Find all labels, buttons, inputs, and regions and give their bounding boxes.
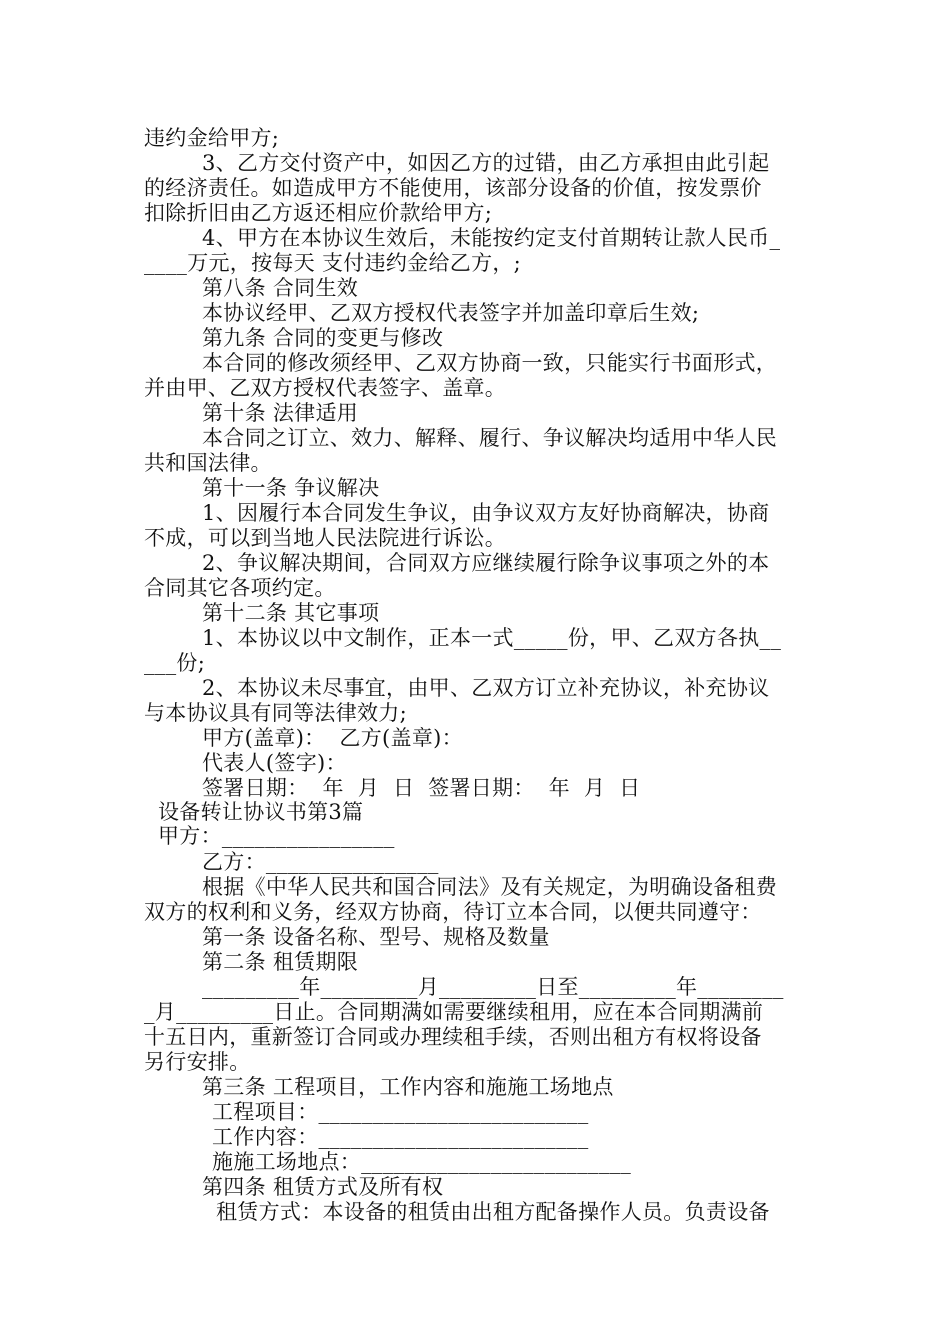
text-line: 不成，可以到当地人民法院进行诉讼。 xyxy=(144,526,507,550)
section-heading: 第四条 租赁方式及所有权 xyxy=(202,1175,444,1199)
text-line: 本合同之订立、效力、解释、履行、争议解决均适用中华人民 xyxy=(202,426,778,450)
section-heading: 第三条 工程项目，工作内容和施施工场地点 xyxy=(202,1075,614,1099)
form-field-line: 工程项目：_________________________ xyxy=(212,1100,589,1124)
section-heading: 第二条 租赁期限 xyxy=(202,950,359,974)
section-heading: 第一条 设备名称、型号、规格及数量 xyxy=(202,925,550,949)
section-heading: 第九条 合同的变更与修改 xyxy=(202,326,444,350)
signature-date-line: 签署日期： 年 月 日 签署日期： 年 月 日 xyxy=(202,776,641,800)
text-line: 扣除折旧由乙方返还相应价款给甲方; xyxy=(144,201,493,225)
document-title: 设备转让协议书第3篇 xyxy=(158,800,364,824)
text-line: 根据《中华人民共和国合同法》及有关规定，为明确设备租费 xyxy=(202,875,778,899)
section-heading: 第十条 法律适用 xyxy=(202,401,359,425)
text-line: 2、本协议未尽事宜，由甲、乙双方订立补充协议，补充协议 xyxy=(202,676,770,700)
text-line: 1、因履行本合同发生争议，由争议双方友好协商解决，协商 xyxy=(202,501,770,525)
section-heading: 第十一条 争议解决 xyxy=(202,476,380,500)
text-line: ____万元，按每天 支付违约金给乙方，; xyxy=(144,251,522,275)
signature-line: 甲方(盖章)： 乙方(盖章)： xyxy=(202,726,463,750)
text-line: 的经济责任。如造成甲方不能使用，该部分设备的价值，按发票价 xyxy=(144,176,762,200)
text-line: _________年_________月_________日至_________年________ xyxy=(202,975,784,999)
text-line: 与本协议具有同等法律效力; xyxy=(144,701,407,725)
text-line: 并由甲、乙双方授权代表签字、盖章。 xyxy=(144,376,507,400)
text-line: 3、乙方交付资产中，如因乙方的过错，由乙方承担由此引起 xyxy=(202,151,770,175)
text-line: ___份; xyxy=(144,651,206,675)
form-field-line: 施施工场地点：_________________________ xyxy=(212,1150,632,1174)
text-line: 违约金给甲方; xyxy=(144,126,280,150)
party-a-line: 甲方：________________ xyxy=(158,824,395,848)
section-heading: 第八条 合同生效 xyxy=(202,276,359,300)
text-line: 2、争议解决期间，合同双方应继续履行除争议事项之外的本 xyxy=(202,551,770,575)
text-line: 共和国法律。 xyxy=(144,451,272,475)
text-line: _月_________日止。合同期满如需要继续租用，应在本合同期满前 xyxy=(144,1000,764,1024)
signature-line: 代表人(签字)： xyxy=(202,751,347,775)
section-heading: 第十二条 其它事项 xyxy=(202,601,380,625)
text-line: 另行安排。 xyxy=(144,1050,251,1074)
text-line: 租赁方式：本设备的租赁由出租方配备操作人员。负责设备 xyxy=(216,1200,770,1224)
text-line: 双方的权利和义务，经双方协商，待订立本合同，以便共同遵守： xyxy=(144,900,762,924)
text-line: 本协议经甲、乙双方授权代表签字并加盖印章后生效; xyxy=(202,301,700,325)
form-field-line: 工作内容：_________________________ xyxy=(212,1125,589,1149)
text-line: 本合同的修改须经甲、乙双方协商一致，只能实行书面形式， xyxy=(202,351,778,375)
text-line: 4、甲方在本协议生效后，未能按约定支付首期转让款人民币_ xyxy=(202,226,781,250)
party-b-line: 乙方：________________ xyxy=(202,850,439,874)
text-line: 合同其它各项约定。 xyxy=(144,576,336,600)
text-line: 十五日内，重新签订合同或办理续租手续，否则出租方有权将设备 xyxy=(144,1025,762,1049)
text-line: 1、本协议以中文制作，正本一式_____份，甲、乙双方各执__ xyxy=(202,626,782,650)
